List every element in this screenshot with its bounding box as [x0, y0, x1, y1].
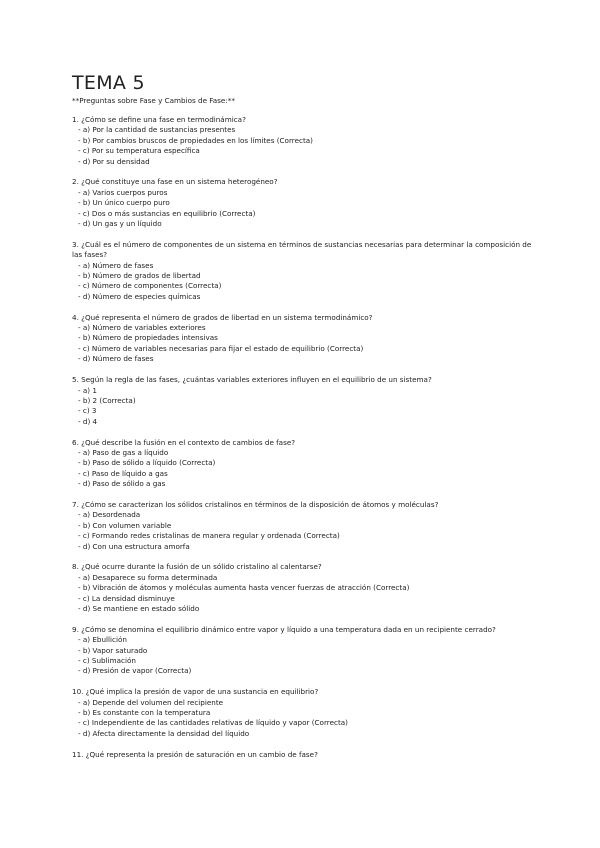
answer-option: - a) Por la cantidad de sustancias presentes: [78, 125, 236, 135]
answer-option: - a) Paso de gas a líquido: [78, 447, 169, 457]
answer-option: - a) Desordenada: [78, 510, 141, 520]
answer-option: - a) Número de variables exteriores: [78, 323, 206, 333]
answer-option: - d) Se mantiene en estado sólido: [78, 603, 200, 613]
answer-option: - b) Es constante con la temperatura: [78, 708, 211, 718]
answer-option: - b) Con volumen variable: [78, 520, 172, 530]
question-block: [72, 240, 532, 302]
question-text: 7. ¿Cómo se caracterizan los sólidos cristalinos en términos de la disposición de átomos y moléculas?: [72, 499, 439, 509]
document-page: [72, 72, 532, 770]
question-text: 6. ¿Qué describe la fusión en el contexto de cambios de fase?: [72, 437, 296, 447]
answer-option: - b) Por cambios bruscos de propiedades en los límites (Correcta): [78, 135, 313, 145]
answer-option: - d) Afecta directamente la densidad del líquido: [78, 728, 250, 738]
subtitle: **Preguntas sobre Fase y Cambios de Fase:**: [72, 96, 235, 105]
answer-option: - b) Paso de sólido a líquido (Correcta): [78, 458, 216, 468]
question-text: 2. ¿Qué constituye una fase en un sistema heterogéneo?: [72, 177, 278, 187]
answer-option: - c) Por su temperatura específica: [78, 146, 200, 156]
answer-option: - b) Número de grados de libertad: [78, 271, 201, 281]
answer-option: - d) 4: [78, 416, 98, 426]
answer-option: - c) Dos o más sustancias en equilibrio (Correcta): [78, 208, 256, 218]
answer-option: - b) 2 (Correcta): [78, 395, 136, 405]
question-block: [72, 500, 532, 552]
question-block: [72, 313, 532, 365]
question-block: [72, 438, 532, 490]
question-block: [72, 375, 532, 427]
answer-option: - a) 1: [78, 385, 97, 395]
answer-option: - c) Sublimación: [78, 656, 136, 665]
answer-option: - d) Presión de vapor (Correcta): [78, 666, 192, 676]
question-block: [72, 625, 532, 677]
answer-option: - c) Independiente de las cantidades relativas de líquido y vapor (Correcta): [78, 718, 348, 728]
answer-option: - b) Vibración de átomos y moléculas aumenta hasta vencer fuerzas de atracción (Correcta): [78, 583, 410, 593]
answer-option: - c) Formando redes cristalinas de manera regular y ordenada (Correcta): [78, 531, 340, 541]
question-block: [72, 562, 532, 614]
question-text: 1. ¿Cómo se define una fase en termodinámica?: [72, 115, 246, 124]
answer-option: - a) Depende del volumen del recipiente: [78, 697, 224, 707]
answer-option: - b) Número de propiedades intensivas: [78, 333, 218, 343]
question-text: 3. ¿Cuál es el número de componentes de un sistema en términos de sustancias necesarias para determinar la composición de las fases?: [72, 239, 532, 260]
question-block: [72, 115, 532, 167]
question-block: [72, 177, 532, 229]
page-title: TEMA 5: [72, 72, 145, 94]
answer-option: - a) Varios cuerpos puros: [78, 187, 168, 197]
answer-option: - d) Un gas y un líquido: [78, 219, 162, 229]
question-block: [72, 750, 532, 760]
answer-option: - c) La densidad disminuye: [78, 593, 175, 603]
answer-option: - a) Desaparece su forma determinada: [78, 572, 218, 582]
answer-option: - d) Paso de sólido a gas: [78, 479, 166, 489]
answer-option: - c) Paso de líquido a gas: [78, 468, 168, 478]
question-list: [72, 115, 532, 760]
answer-option: - b) Un único cuerpo puro: [78, 198, 170, 208]
question-text: 5. Según la regla de las fases, ¿cuántas variables exteriores influyen en el equilibrio de un sistema?: [72, 375, 432, 385]
answer-option: - c) 3: [78, 406, 97, 416]
question-text: 9. ¿Cómo se denomina el equilibrio dinámico entre vapor y líquido a una temperatura dada en un recipiente cerrado?: [72, 624, 496, 634]
question-text: 8. ¿Qué ocurre durante la fusión de un sólido cristalino al calentarse?: [72, 562, 322, 572]
answer-option: - d) Con una estructura amorfa: [78, 541, 190, 551]
answer-option: - d) Número de especies químicas: [78, 291, 201, 301]
answer-option: - d) Número de fases: [78, 354, 154, 364]
question-block: [72, 687, 532, 739]
answer-option: - c) Número de componentes (Correcta): [78, 281, 222, 291]
answer-option: - a) Ebullición: [78, 635, 127, 645]
answer-option: - d) Por su densidad: [78, 156, 150, 166]
answer-option: - b) Vapor saturado: [78, 645, 148, 655]
question-text: 4. ¿Qué representa el número de grados de libertad en un sistema termodinámico?: [72, 312, 373, 322]
answer-option: - a) Número de fases: [78, 260, 154, 270]
question-text: 11. ¿Qué representa la presión de saturación en un cambio de fase?: [72, 749, 318, 759]
question-text: 10. ¿Qué implica la presión de vapor de una sustancia en equilibrio?: [72, 687, 319, 697]
answer-option: - c) Número de variables necesarias para fijar el estado de equilibrio (Correcta): [78, 343, 364, 353]
